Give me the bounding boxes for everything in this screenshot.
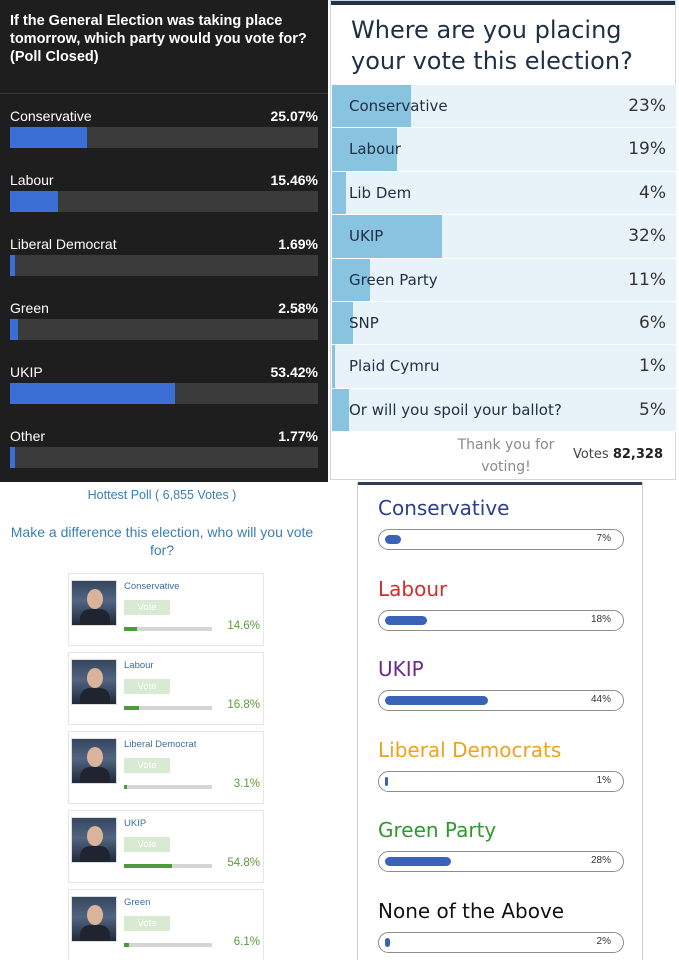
option-percent: 15.46%: [270, 172, 318, 188]
result-bar-track: [10, 255, 318, 276]
poll-option: [378, 899, 624, 960]
result-bar-track: [124, 864, 212, 868]
option-percent: 2%: [596, 935, 611, 947]
vote-button[interactable]: Vote: [124, 916, 170, 931]
poll-option: [378, 738, 624, 819]
result-bar-track: [10, 319, 318, 340]
phone-poll-panel: [357, 482, 643, 960]
result-bar-fill: [385, 938, 390, 947]
poll-option: [10, 232, 318, 296]
vote-button[interactable]: Vote: [124, 679, 170, 694]
option-percent: 23%: [628, 96, 666, 116]
result-bar-track: [378, 529, 624, 550]
result-bar-fill: [124, 706, 139, 710]
poll-option: [378, 818, 624, 899]
result-bar-fill: [10, 127, 87, 148]
option-percent: 1.69%: [278, 236, 318, 252]
result-bar-fill: [332, 345, 335, 387]
poll-option[interactable]: [332, 215, 676, 258]
poll-option: [10, 168, 318, 232]
option-percent: 6%: [639, 312, 666, 333]
poll-option[interactable]: [332, 128, 676, 171]
candidate-photo: [71, 817, 117, 863]
option-label: Labour: [349, 140, 401, 159]
face-shape: [87, 905, 103, 925]
face-shape: [87, 826, 103, 846]
option-label: Or will you spoil your ballot?: [349, 400, 562, 419]
result-bar-fill: [385, 696, 488, 705]
option-label: Conservative: [349, 97, 448, 115]
candidate-party: Conservative: [124, 581, 180, 592]
option-label: Liberal Democrats: [378, 737, 562, 762]
result-bar-track: [124, 706, 212, 710]
dark-poll-results: [10, 104, 318, 488]
option-label: Liberal Democrat: [10, 236, 117, 252]
body-shape: [80, 846, 110, 863]
candidate-party: Liberal Democrat: [124, 739, 197, 750]
candidate-photo: [71, 580, 117, 626]
option-percent: 3.1%: [233, 778, 260, 790]
option-percent: 2.58%: [278, 300, 318, 316]
body-shape: [80, 767, 110, 784]
result-bar-track: [10, 383, 318, 404]
candidate-party: Green: [124, 897, 151, 908]
candidate-photo: [71, 659, 117, 705]
dark-poll-panel: [0, 0, 328, 482]
result-bar-track: [378, 932, 624, 953]
hottest-poll-question: Make a difference this election, who will you vote for?: [10, 524, 314, 558]
result-bar-fill: [10, 191, 58, 212]
result-bar-fill: [124, 627, 137, 631]
result-bar-fill: [10, 255, 15, 276]
option-label: UKIP: [378, 657, 424, 681]
poll-option[interactable]: [332, 302, 676, 345]
result-bar-fill: [10, 319, 18, 340]
option-label: Green Party: [378, 818, 497, 842]
option-percent: 25.07%: [270, 108, 318, 124]
candidate-party: Labour: [124, 660, 154, 671]
result-bar-fill: [10, 383, 175, 404]
phone-poll-results: [378, 496, 624, 960]
option-percent: 11%: [628, 269, 666, 290]
result-bar-fill: [124, 864, 172, 868]
votes-label: Votes: [572, 447, 609, 462]
vote-button[interactable]: Vote: [124, 837, 170, 852]
option-percent: 53.42%: [270, 364, 318, 380]
result-bar-fill: [385, 616, 427, 625]
result-bar-track: [378, 771, 624, 792]
result-bar-fill: [385, 777, 388, 786]
result-bar-fill: [10, 447, 15, 468]
top-border: [358, 482, 642, 485]
option-percent: 6.1%: [233, 936, 260, 948]
divider: [0, 93, 328, 94]
poll-option: [378, 496, 624, 577]
poll-option: [10, 424, 318, 488]
option-percent: 54.8%: [227, 857, 260, 869]
result-bar-fill: [332, 172, 346, 214]
vote-button[interactable]: Vote: [124, 758, 170, 773]
face-shape: [87, 668, 103, 688]
result-bar-track: [124, 943, 212, 947]
candidate-party: UKIP: [124, 818, 147, 829]
option-percent: 18%: [590, 613, 611, 625]
poll-option: [10, 296, 318, 360]
candidate-card: [68, 652, 264, 725]
vote-button[interactable]: Vote: [124, 600, 170, 615]
option-label: Green Party: [349, 270, 438, 289]
option-percent: 44%: [590, 694, 611, 705]
result-bar-track: [124, 785, 212, 789]
option-percent: 7%: [596, 533, 611, 544]
result-bar-fill: [124, 785, 127, 789]
top-border: [331, 1, 675, 5]
blue-poll-results: [332, 85, 676, 432]
result-bar-track: [10, 447, 318, 468]
option-label: UKIP: [349, 227, 384, 246]
poll-option[interactable]: [332, 345, 676, 388]
poll-option: [378, 577, 624, 658]
body-shape: [80, 609, 110, 626]
votes-count: 82,328: [612, 447, 663, 462]
poll-option: [10, 360, 318, 424]
option-label: Conservative: [10, 108, 92, 124]
result-bar-track: [10, 191, 318, 212]
hottest-poll-header: Hottest Poll ( 6,855 Votes ): [87, 488, 237, 502]
candidate-card: [68, 731, 264, 804]
thank-you-text: Thank you for voting!: [457, 437, 555, 475]
option-percent: 4%: [639, 182, 666, 203]
poll-option[interactable]: [332, 172, 676, 215]
dark-poll-question: If the General Election was taking place tomorrow, which party would you vote for? (Poll Closed): [10, 13, 307, 65]
hottest-poll-candidates: [68, 573, 264, 960]
blue-poll-panel: [330, 0, 676, 480]
option-percent: 1.77%: [278, 428, 318, 444]
vote-total: [573, 447, 663, 462]
hottest-poll-panel: [0, 482, 330, 960]
option-percent: 1%: [639, 356, 666, 377]
option-percent: 28%: [590, 855, 611, 866]
option-percent: 16.8%: [227, 699, 260, 711]
poll-option: [378, 657, 624, 738]
result-bar-fill: [385, 535, 401, 544]
body-shape: [80, 688, 110, 705]
candidate-photo: [71, 896, 117, 942]
poll-option[interactable]: [332, 85, 676, 128]
option-label: Conservative: [378, 496, 510, 520]
option-percent: 5%: [639, 399, 666, 420]
face-shape: [87, 589, 103, 609]
poll-option[interactable]: [332, 389, 676, 432]
option-label: Plaid Cymru: [349, 357, 440, 376]
result-bar-track: [378, 610, 624, 631]
result-bar-track: [378, 851, 624, 872]
candidate-card: [68, 889, 264, 960]
poll-option: [10, 104, 318, 168]
candidate-card: [68, 573, 264, 646]
blue-poll-footer: [331, 432, 675, 480]
option-label: Lib Dem: [349, 183, 412, 202]
result-bar-track: [378, 690, 624, 711]
body-shape: [80, 925, 110, 942]
candidate-card: [68, 810, 264, 883]
candidate-photo: [71, 738, 117, 784]
result-bar-track: [10, 127, 318, 148]
option-percent: 1%: [596, 774, 611, 786]
option-percent: 32%: [628, 226, 666, 247]
result-bar-fill: [332, 389, 349, 431]
option-label: SNP: [349, 313, 379, 332]
result-bar-fill: [385, 857, 451, 866]
face-shape: [87, 747, 103, 767]
option-label: UKIP: [10, 364, 43, 380]
option-label: Labour: [378, 576, 448, 601]
poll-option[interactable]: [332, 259, 676, 302]
result-bar-track: [124, 627, 212, 631]
option-label: None of the Above: [378, 898, 565, 923]
option-label: Green: [10, 300, 49, 316]
option-percent: 19%: [628, 139, 666, 160]
option-percent: 14.6%: [227, 620, 260, 632]
option-label: Other: [10, 428, 46, 444]
result-bar-fill: [124, 943, 129, 947]
blue-poll-question: Where are you placing your vote this election?: [351, 16, 633, 75]
option-label: Labour: [10, 172, 54, 188]
